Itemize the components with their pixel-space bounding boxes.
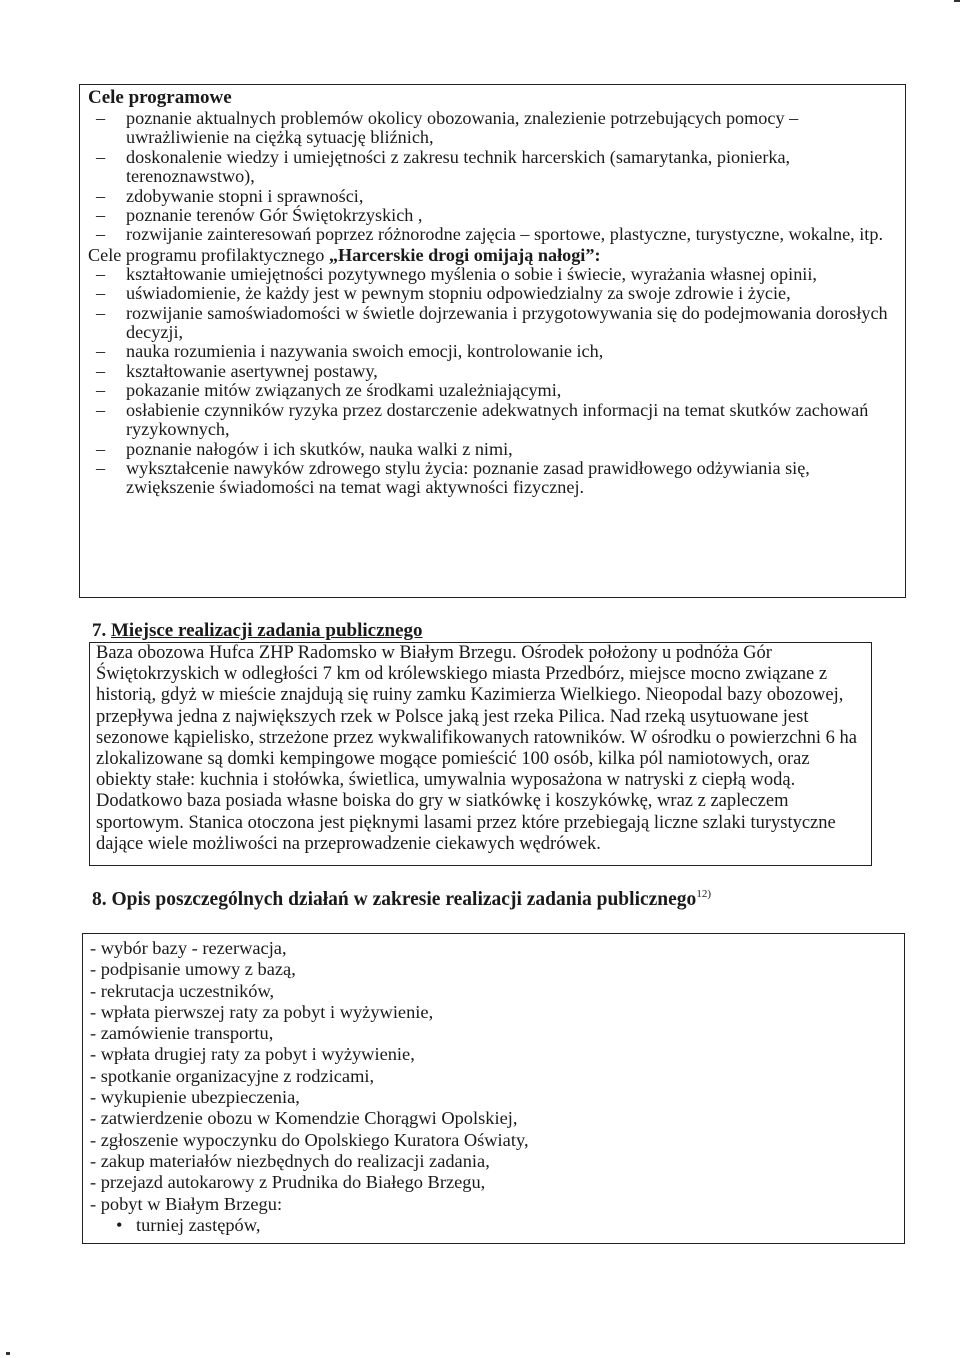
goal-item: – zdobywanie stopni i sprawności,: [88, 187, 897, 206]
goal-item: – poznanie aktualnych problemów okolicy obozowania, znalezienie potrzebujących pomocy – uwrażliwienie na ciężką sytuację bliźnich,: [88, 109, 897, 148]
section-8-title: [92, 888, 711, 911]
section-7-heading: Miejsce realizacji zadania publicznego: [111, 620, 423, 641]
section-8-heading: 8. Opis poszczególnych działań w zakresie realizacji zadania publicznego: [92, 889, 697, 910]
prevention-item: – wykształcenie nawyków zdrowego stylu życia: poznanie zasad prawidłowego odżywiania się, zwiększenie świadomości na temat wagi aktywności fizycznej.: [88, 459, 897, 498]
goal-item: – rozwijanie zainteresowań poprzez różnorodne zajęcia – sportowe, plastyczne, turystyczne, wokalne, itp.: [88, 225, 897, 244]
scan-dot-mark: [6, 1352, 10, 1355]
goals-heading: Cele programowe: [88, 87, 232, 108]
activity-item: - wpłata pierwszej raty za pobyt i wyżywienie,: [90, 1001, 434, 1022]
activity-item: - zamówienie transportu,: [90, 1023, 274, 1044]
prevention-item: – osłabienie czynników ryzyka przez dostarczenie adekwatnych informacji na temat skutków zachowań ryzykownych,: [88, 401, 897, 440]
prevention-goals-list: [88, 265, 897, 498]
activity-item: - zakup materiałów niezbędnych do realizacji zadania,: [90, 1150, 490, 1171]
goal-item: – poznanie terenów Gór Świętokrzyskich ,: [88, 206, 897, 225]
prevention-item: – pokazanie mitów związanych ze środkami uzależniającymi,: [88, 381, 897, 400]
program-goals-box: [79, 84, 906, 598]
scan-edge-mark: [954, 0, 960, 2]
section-7-title: [92, 620, 423, 642]
activity-item: - wpłata drugiej raty za pobyt i wyżywienie,: [90, 1044, 415, 1065]
footnote-marker: 12): [696, 888, 711, 900]
prevention-item: – nauka rozumienia i nazywania swoich emocji, kontrolowanie ich,: [88, 342, 897, 361]
prevention-intro-text: Cele programu profilaktycznego: [88, 244, 329, 265]
prevention-item: – kształtowanie asertywnej postawy,: [88, 362, 897, 381]
activities-box: [82, 933, 905, 1244]
activity-item: - spotkanie organizacyjne z rodzicami,: [90, 1065, 375, 1086]
prevention-program-name: „Harcerskie drogi omijają nałogi”:: [328, 244, 601, 265]
activity-item: - pobyt w Białym Brzegu:: [90, 1193, 283, 1214]
activity-item: - wybór bazy - rezerwacja,: [90, 938, 287, 958]
section-7-number: 7.: [92, 620, 107, 641]
prevention-item: – kształtowanie umiejętności pozytywnego myślenia o sobie i świecie, wyrażania własnej opinii,: [88, 265, 897, 284]
activity-item: - zgłoszenie wypoczynku do Opolskiego Kuratora Oświaty,: [90, 1129, 529, 1150]
activity-item: - rekrutacja uczestników,: [90, 980, 275, 1001]
activity-item: - przejazd autokarowy z Prudnika do Białego Brzegu,: [90, 1172, 486, 1193]
goal-item: – doskonalenie wiedzy i umiejętności z zakresu technik harcerskich (samarytanka, pionierka, terenoznawstwo),: [88, 148, 897, 187]
location-box: [89, 642, 872, 866]
stay-sub-list: [90, 1215, 897, 1235]
prevention-item: – rozwijanie samoświadomości w świetle dojrzewania i przygotowywania się do podejmowania dorosłych decyzji,: [88, 304, 897, 343]
stay-sub-item: • turniej zastępów,: [116, 1215, 897, 1235]
prevention-intro: [88, 245, 897, 265]
activity-item: - zatwierdzenie obozu w Komendzie Chorągwi Opolskiej,: [90, 1108, 518, 1129]
goals-list: [88, 109, 897, 245]
activity-item: - podpisanie umowy z bazą,: [90, 959, 296, 980]
prevention-item: – uświadomienie, że każdy jest w pewnym stopniu odpowiedzialny za swoje zdrowie i życie,: [88, 284, 897, 303]
prevention-item: – poznanie nałogów i ich skutków, nauka walki z nimi,: [88, 440, 897, 459]
location-description: Baza obozowa Hufca ZHP Radomsko w Białym Brzegu. Ośrodek położony u podnóża Gór Świętokrzyskich w odległości 7 km od królewskiego miasta Przedbórz, miejsce mocno związane z historią, gdyż w mieście znajdują się ruiny zamku Kazimierza Wielkiego. Nieopodal bazy obozowej, przepływa jedna z największych rzek w Polsce jaką jest rzeka Pilica. Nad rzeką usytuowane jest sezonowe kąpielisko, strzeżone przez wykwalifikowanych ratowników. W ośrodku o powierzchni 6 ha zlokalizowane są domki kempingowe mogące pomieścić 100 osób, kilka pól namiotowych, oraz obiekty stałe: kuchnia i stołówka, świetlica, umywalnia wyposażona w natryski z ciepłą wodą. Dodatkowo baza posiada własne boiska do gry w siatkówkę i koszykówkę, wraz z zapleczem sportowym. Stanica otoczona jest pięknymi lasami przez które przebiegają liczne szlaki turystyczne dające wiele możliwości na przeprowadzenie ciekawych wędrówek.: [96, 643, 858, 854]
activity-item: - wykupienie ubezpieczenia,: [90, 1087, 300, 1108]
